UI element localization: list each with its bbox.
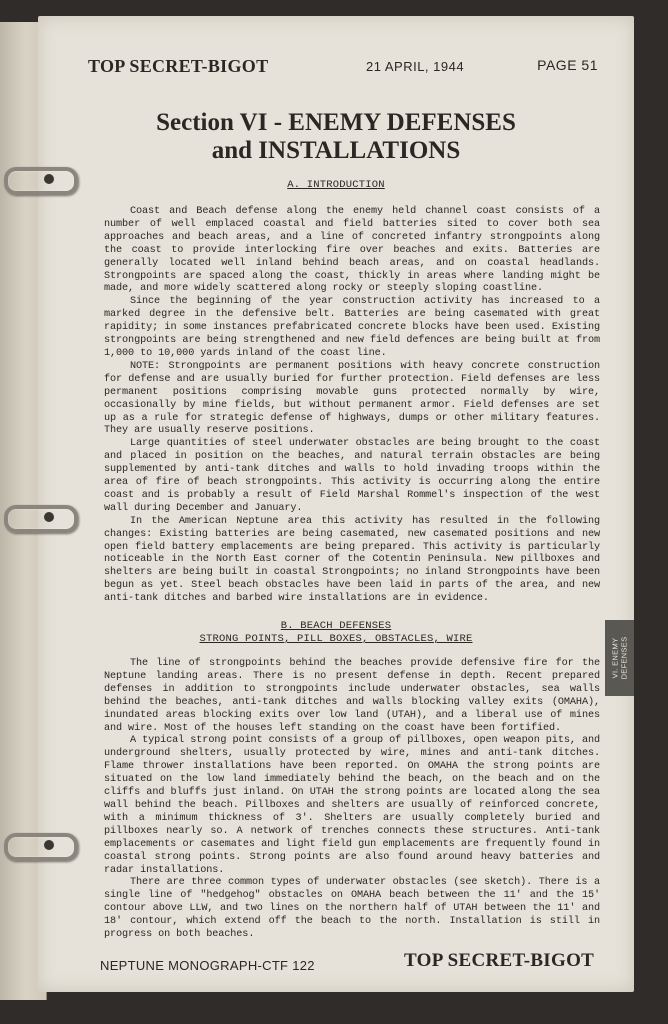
section-b-body [104,658,600,942]
section-b-subheading: STRONG POINTS, PILL BOXES, OBSTACLES, WIRE [199,633,473,645]
header-date: 21 APRIL, 1944 [366,59,465,74]
footer-classification: TOP SECRET-BIGOT [404,950,595,971]
section-a-heading: A. INTRODUCTION [287,179,385,191]
tab-label-line1: VI. ENEMY [610,637,620,679]
footer-monograph: NEPTUNE MONOGRAPH-CTF 122 [100,958,315,973]
paragraph: The line of strongpoints behind the beaches provide defensive fire for the Neptune landing areas. There is no present defense in depth. Recent prepared defenses in addition to strongpoints include underwater obstacles, sea walls behind the beaches, anti-tank ditches and walls blocking valley exits (OMAHA), inundated areas blocking exits over low land (UTAH), and a liberal use of mines and wire. Most of the houses left standing on the coast have been fortified. [104,658,600,734]
binder-ring-top [4,167,78,195]
paragraph: There are three common types of underwater obstacles (see sketch). There is a single line of "hedgehog" obstacles on OMAHA beach between the 11' and the 15' contour above LLW, and two lines on the northern half of UTAH between the 11' and 18' contour, which extend off the beach to the north. Installation is still in progress on both beaches. [104,877,600,941]
header-classification: TOP SECRET-BIGOT [88,56,269,76]
section-a-body [104,206,600,606]
paragraph: In the American Neptune area this activity has resulted in the following changes: Existing batteries are being casemated, new casemated positions and new open field battery emplacements are being prepared. This activity is particularly noticeable in the North East corner of the Cotentin Peninsula. New pillboxes and shelters are being built in coastal Strongpoints; no inland Strongpoints have been begun as yet. Steel beach obstacles have been laid in parts of the area, and new anti-tank ditches and barbed wire installations are in evidence. [104,515,600,605]
document-page [38,16,634,992]
section-index-tab-label [611,637,629,680]
footer-classification-wrap [404,950,594,972]
section-b-heading: B. BEACH DEFENSES [280,620,392,632]
paragraph: A typical strong point consists of a group of pillboxes, open weapon pits, and underground shelters, usually protected by wire, mines and anti-tank ditches. Flame thrower installations have been reported. On OMAHA the strong points are situated on the low land immediately behind the beach, on the beach and on the cliffs and bluffs just inland. On UTAH the strong points are located along the sea wall behind the beach. Pillboxes and shelters are usually of reinforced concrete, with a minimum thickness of 3'. Shelters are usually completely buried and pillboxes nearly so. A network of trenches connects these structures. Anti-tank emplacements or casemates and light field gun emplacements are frequently found in coastal strong points. Strong points are also found around heavy batteries and radar installations. [104,735,600,876]
section-title-line1: Section VI - ENEMY DEFENSES [156,109,516,136]
header-page-number: PAGE 51 [537,57,598,73]
section-title-line2: and INSTALLATIONS [211,137,461,164]
section-index-tab[interactable] [605,620,634,696]
paragraph: Coast and Beach defense along the enemy held channel coast consists of a number of well emplaced coastal and field batteries sited to cover both sea approaches and beach areas, and a line of concreted infantry strongpoints along the coast to provide interlocking fire over beaches and exits. Batteries are generally located well inland behind beach areas, and on coastal headlands. Strongpoints are spaced along the coast, thickly in areas where landing might be made, and more widely scattered along rocky or steeply sloping coastline. [104,206,600,295]
binder-ring-middle [4,505,78,533]
paragraph: Large quantities of steel underwater obstacles are being brought to the coast and placed in position on the beaches, and natural terrain obstacles are being supplemented by anti-tank ditches and walls to hold invading troops within the area of fire of beach strongpoints. This activity is occurring along the entire coast and is probably a result of Field Marshal Rommel's inspection of the west wall during December and January. [104,438,600,514]
paragraph: NOTE: Strongpoints are permanent positions with heavy concrete construction for defense and are usually buried for further protection. Field defenses are less permanent positions comprising movable guns protected normally by wire, occasionally by mine fields, but without permanent armor. Field defenses are set up as a rule for strategic defense of highways, dumps or other military features. They are usually reserve positions. [104,360,600,437]
binder-ring-bottom [4,833,78,861]
page-header [88,56,598,84]
tab-label-line2: DEFENSES [619,636,629,680]
paragraph: Since the beginning of the year construction activity has increased to a marked degree in the defensive belt. Batteries are being casemated with great rapidity; in some instances prefabricated concrete blocks have been used. Existing strongpoints are being strengthened and new field defences are being built at from 1,000 to 10,000 yards inland of the coast line. [104,296,600,359]
